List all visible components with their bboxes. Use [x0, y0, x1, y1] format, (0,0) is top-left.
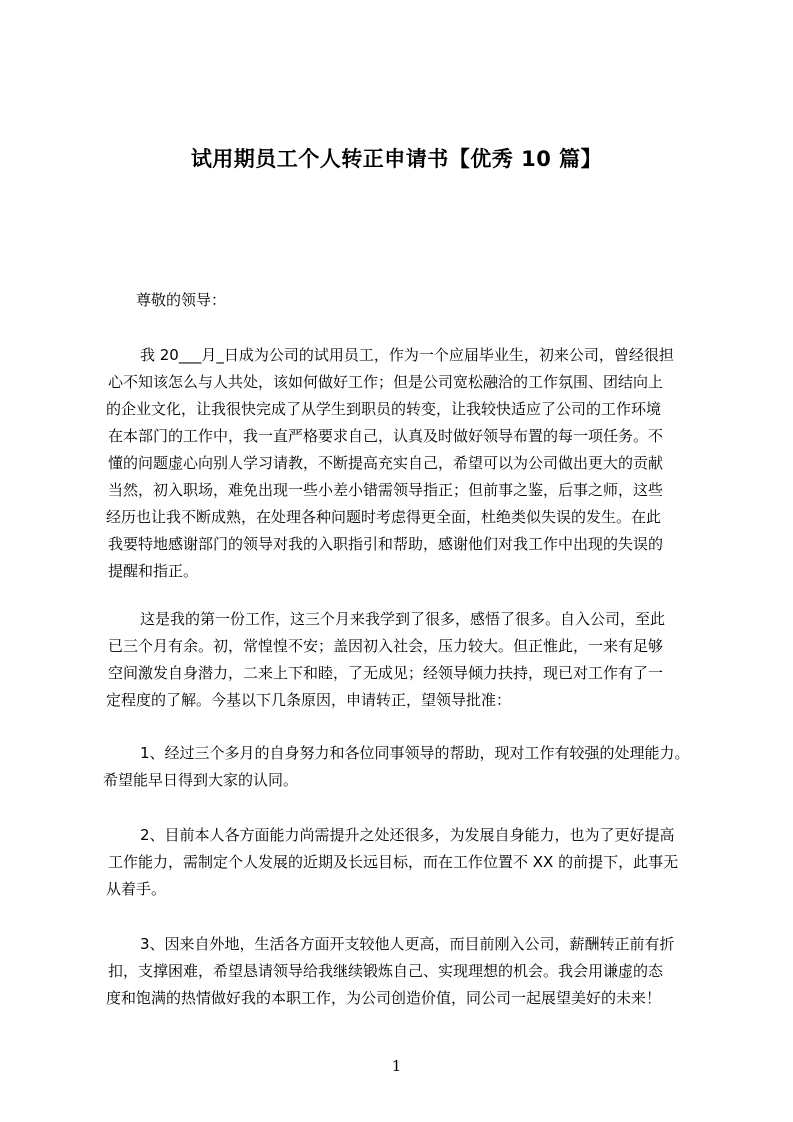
paragraph-line: 当然，初入职场，难免出现一些小差小错需领导指正；但前事之鉴，后事之师，这些	[108, 481, 664, 499]
paragraph-line: 的企业文化，让我很快完成了从学生到职员的转变，让我较快适应了公司的工作环境	[106, 400, 662, 418]
paragraph-line: 已三个月有余。初，常惶惶不安；盖因初入社会，压力较大。但正惟此，一来有足够	[108, 637, 664, 655]
paragraph-line: 从着手。	[106, 880, 167, 898]
paragraph-line: 心不知该怎么与人共处，该如何做好工作；但是公司宽松融洽的工作氛围、团结向上	[108, 373, 664, 391]
document-title: 试用期员工个人转正申请书【优秀 10 篇】	[190, 147, 603, 171]
paragraph-line: 提醒和指正。	[108, 562, 199, 580]
paragraph-line: 2、目前本人各方面能力尚需提升之处还很多，为发展自身能力，也为了更好提高	[140, 826, 675, 844]
salutation: 尊敬的领导：	[136, 291, 227, 309]
paragraph-line: 在本部门的工作中，我一直严格要求自己，认真及时做好领导布置的每一项任务。不	[108, 427, 664, 445]
paragraph-line: 3、因来自外地，生活各方面开支较他人更高，而目前刚入公司，薪酬转正前有折	[140, 935, 675, 953]
paragraph-line: 这是我的第一份工作，这三个月来我学到了很多，感悟了很多。自入公司，至此	[140, 610, 666, 628]
paragraph-line: 1、经过三个多月的自身努力和各位同事领导的帮助，现对工作有较强的处理能力。	[140, 744, 690, 762]
paragraph-line: 经历也让我不断成熟，在处理各种问题时考虑得更全面，杜绝类似失误的发生。在此	[106, 508, 662, 526]
paragraph-line: 工作能力，需制定个人发展的近期及长远目标，而在工作位置不 XX 的前提下，此事无	[108, 853, 679, 871]
paragraph-line: 懂的问题虚心向别人学习请教，不断提高充实自己，希望可以为公司做出更大的贡献	[108, 454, 664, 472]
paragraph-line: 空间激发自身潜力，二来上下和睦，了无成见；经领导倾力扶持，现已对工作有了一	[108, 664, 664, 682]
page-number: 1	[391, 1057, 402, 1075]
paragraph-line: 希望能早日得到大家的认同。	[103, 771, 299, 789]
paragraph-line: 定程度的了解。今基以下几条原因，申请转正，望领导批准：	[106, 691, 512, 709]
paragraph-line: 度和饱满的热情做好我的本职工作，为公司创造价值，同公司一起展望美好的未来！	[106, 989, 662, 1007]
paragraph-line: 扣，支撑困难，希望恳请领导给我继续锻炼自己、实现理想的机会。我会用谦虚的态	[108, 962, 664, 980]
paragraph-line: 我 20___月_日成为公司的试用员工，作为一个应届毕业生，初来公司，曾经很担	[140, 346, 674, 364]
paragraph-line: 我要特地感谢部门的领导对我的入职指引和帮助，感谢他们对我工作中出现的失误的	[108, 535, 664, 553]
